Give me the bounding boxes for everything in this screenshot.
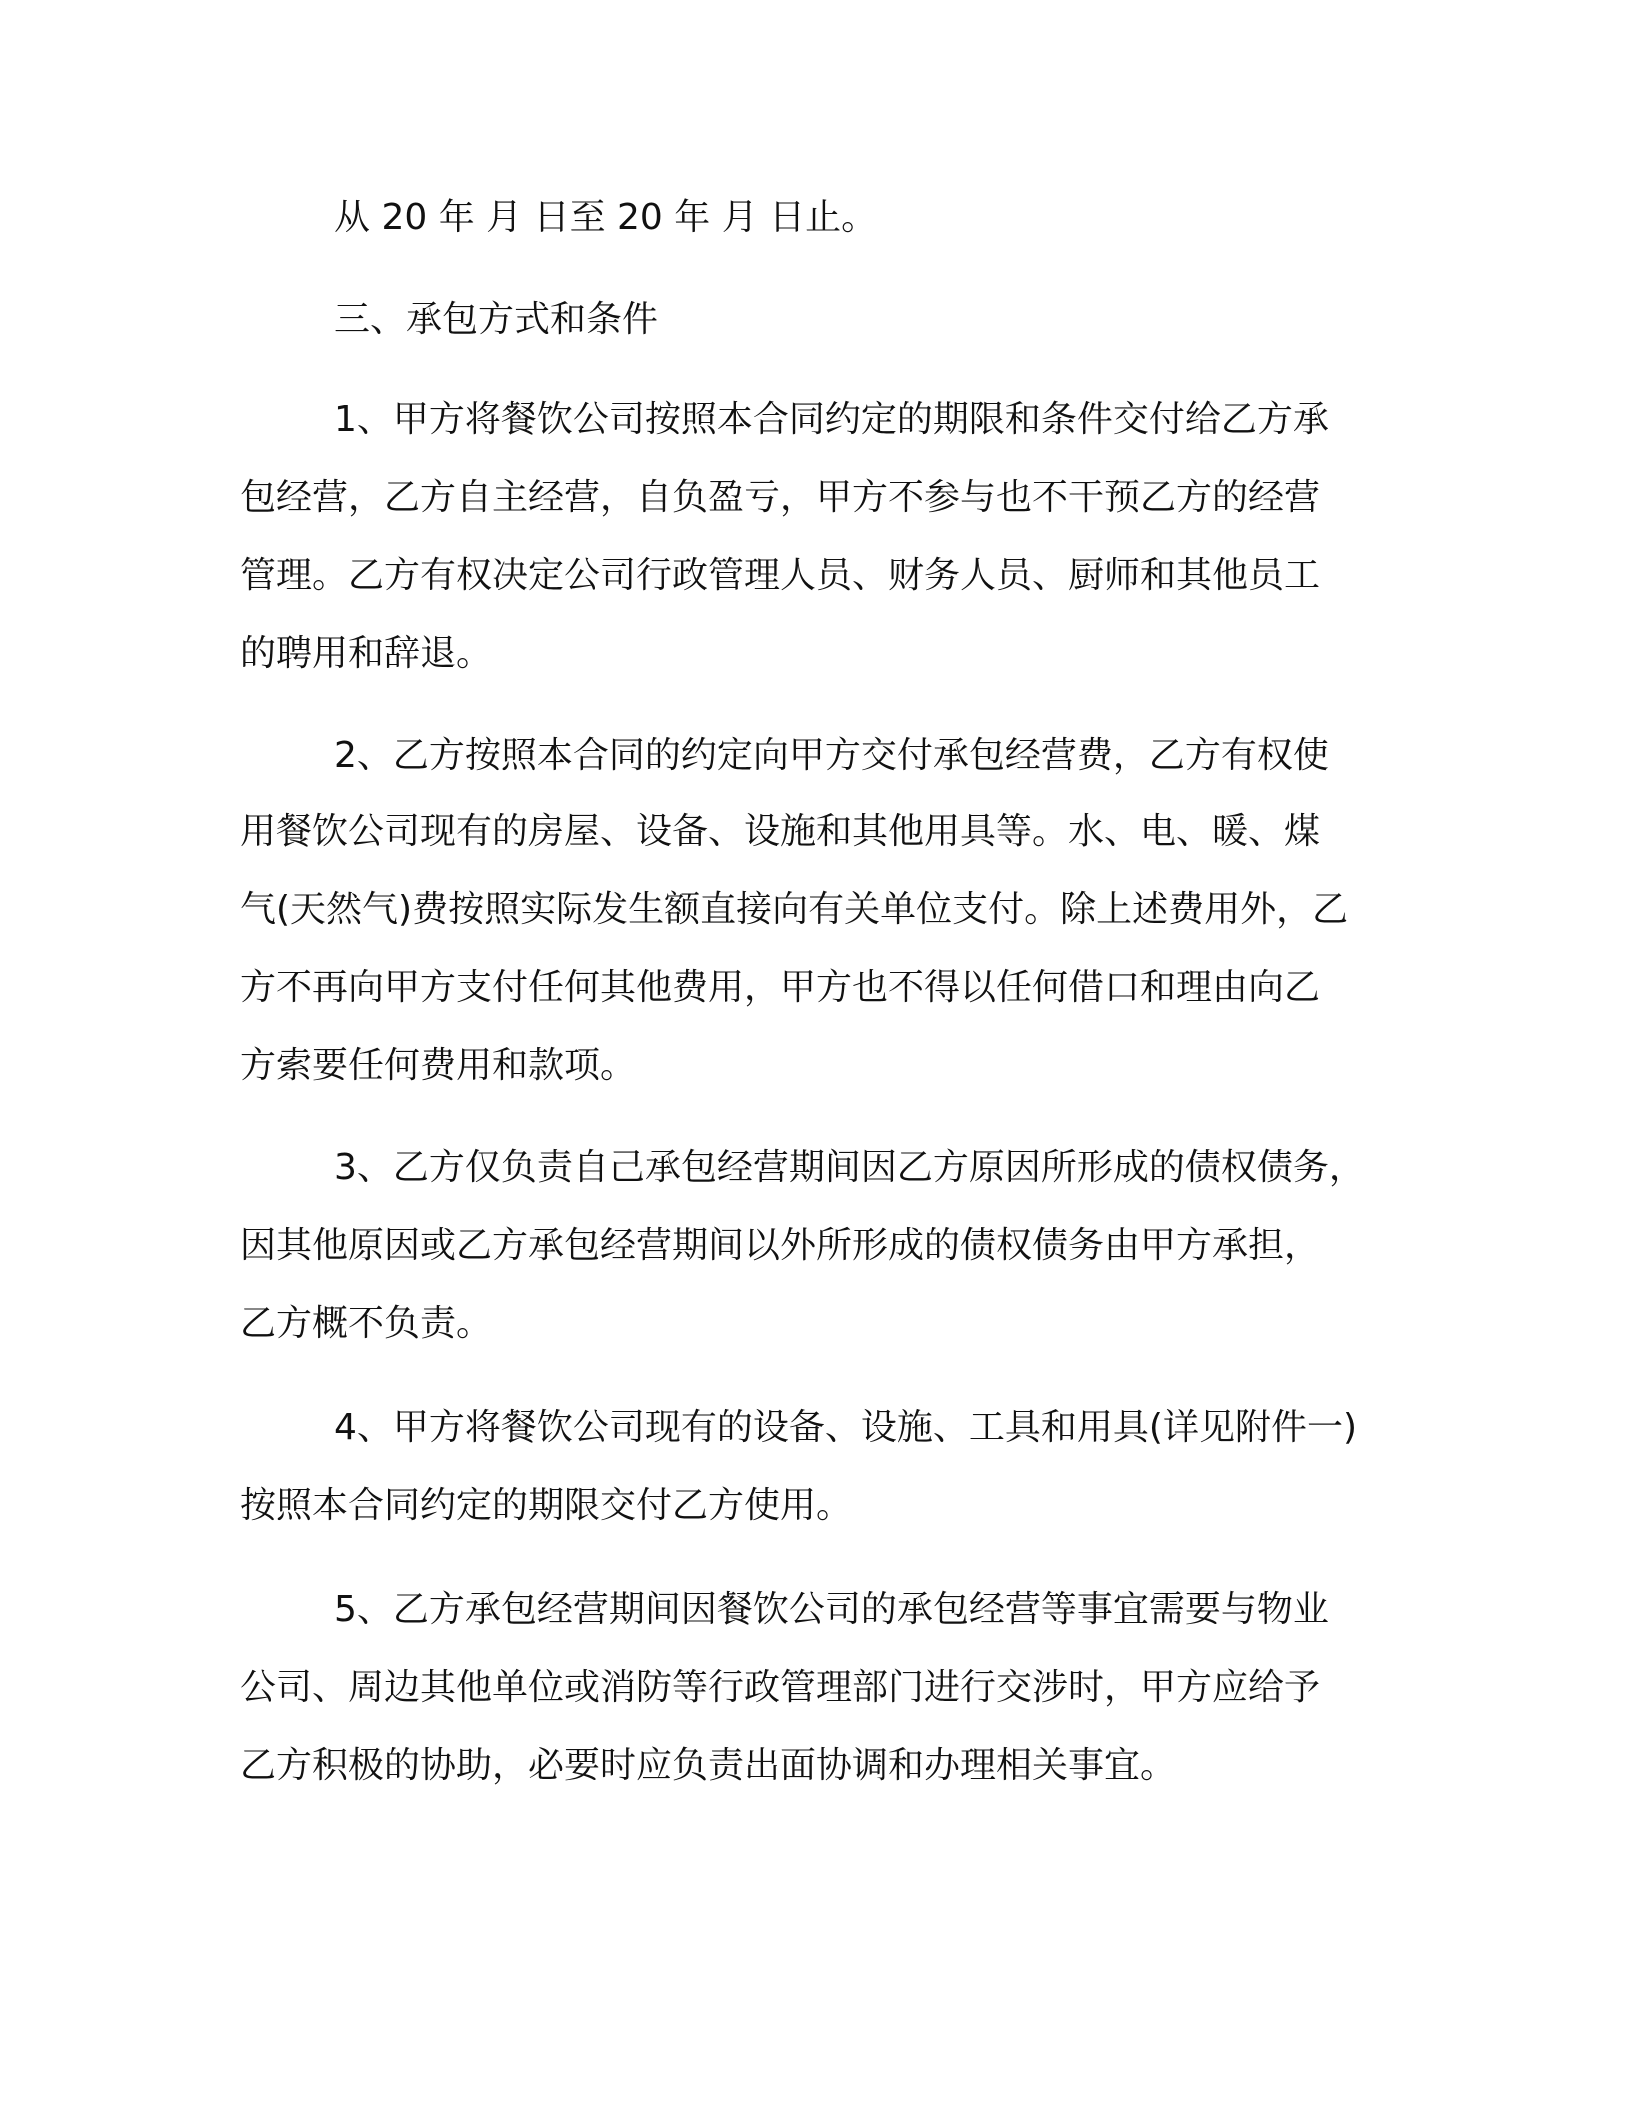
clause-3-line-3: 乙方概不负责。 [240,1303,493,1344]
clause-5-line-1: 5、乙方承包经营期间因餐饮公司的承包经营等事宜需要与物业 [334,1589,1329,1630]
clause-2-line-4: 方不再向甲方支付任何其他费用，甲方也不得以任何借口和理由向乙 [240,967,1321,1008]
clause-1-line-1: 1、甲方将餐饮公司按照本合同约定的期限和条件交付给乙方承 [334,399,1329,440]
clause-1-line-4: 的聘用和辞退。 [240,633,493,674]
contract-term-line: 从 20 年 月 日至 20 年 月 日止。 [334,197,878,238]
clause-3-line-1: 3、乙方仅负责自己承包经营期间因乙方原因所形成的债权债务， [334,1147,1365,1188]
clause-2-line-2: 用餐饮公司现有的房屋、设备、设施和其他用具等。水、电、暖、煤 [240,811,1321,852]
clause-4-line-1: 4、甲方将餐饮公司现有的设备、设施、工具和用具(详见附件一) [334,1407,1357,1448]
clause-1-line-2: 包经营，乙方自主经营，自负盈亏，甲方不参与也不干预乙方的经营 [240,477,1321,518]
section-heading: 三、承包方式和条件 [334,299,659,340]
clause-2-line-1: 2、乙方按照本合同的约定向甲方交付承包经营费，乙方有权使 [334,735,1329,776]
clause-2-line-3: 气(天然气)费按照实际发生额直接向有关单位支付。除上述费用外，乙 [240,889,1349,930]
clause-3-line-2: 因其他原因或乙方承包经营期间以外所形成的债权债务由甲方承担， [240,1225,1321,1266]
clause-4-line-2: 按照本合同约定的期限交付乙方使用。 [240,1485,853,1526]
clause-5-line-2: 公司、周边其他单位或消防等行政管理部门进行交涉时，甲方应给予 [240,1667,1321,1708]
clause-5-line-3: 乙方积极的协助，必要时应负责出面协调和办理相关事宜。 [240,1745,1177,1786]
clause-2-line-5: 方索要任何费用和款项。 [240,1045,637,1086]
clause-1-line-3: 管理。乙方有权决定公司行政管理人员、财务人员、厨师和其他员工 [240,555,1321,596]
